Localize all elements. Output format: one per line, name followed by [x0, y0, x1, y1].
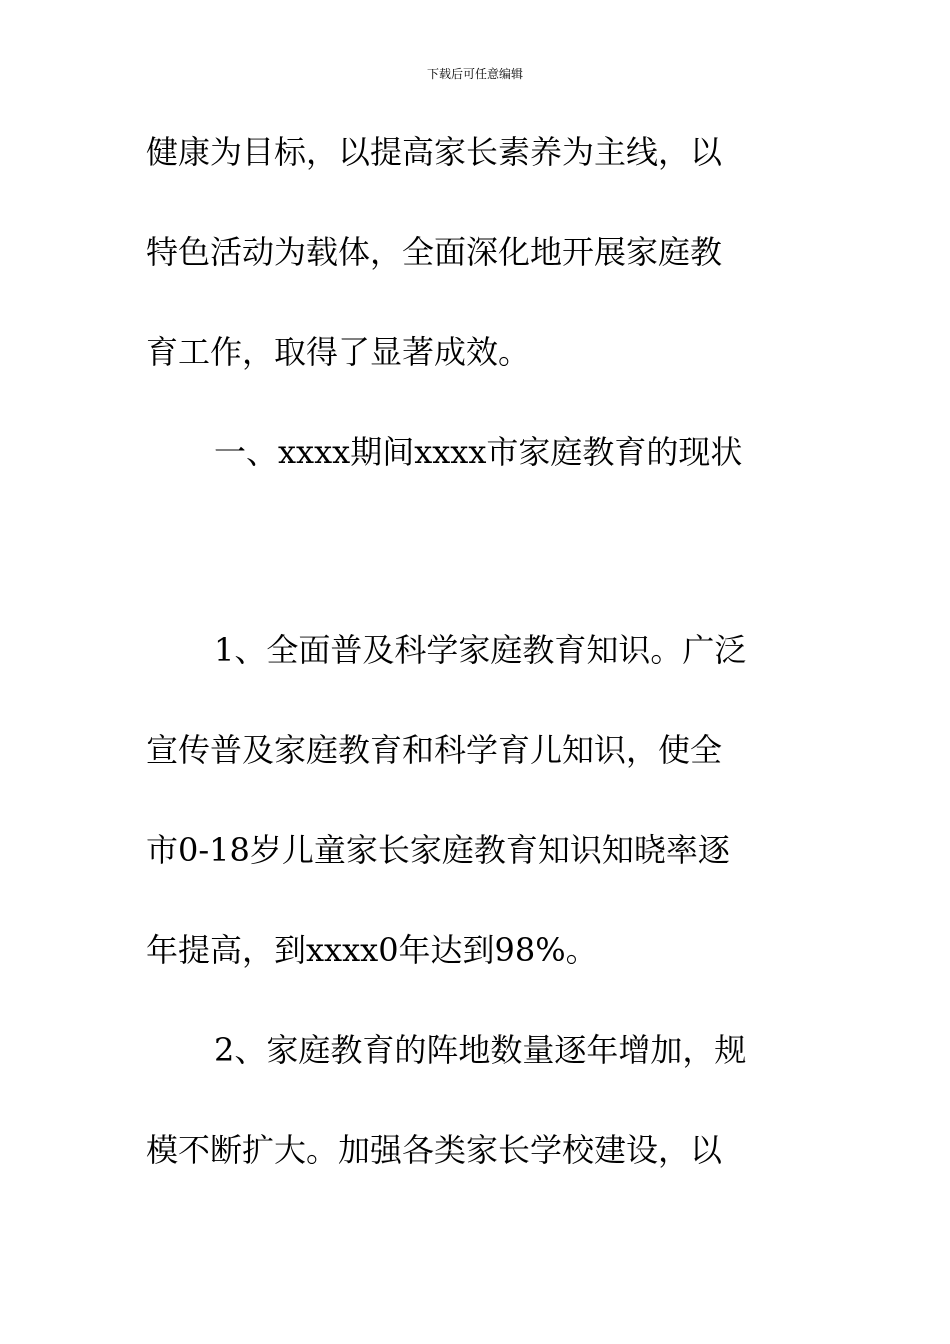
body-line: 2、家庭教育的阵地数量逐年增加，规	[214, 1031, 747, 1069]
section-heading: 一、xxxx期间xxxx市家庭教育的现状	[214, 433, 743, 471]
body-line: 宣传普及家庭教育和科学育儿知识，使全	[146, 731, 723, 769]
body-line: 模不断扩大。加强各类家长学校建设，以	[146, 1131, 723, 1169]
body-line: 年提高，到xxxx0年达到98%。	[146, 931, 598, 969]
body-line: 健康为目标，以提高家长素养为主线，以	[146, 133, 723, 171]
body-line: 育工作，取得了显著成效。	[146, 333, 531, 371]
body-line: 特色活动为载体，全面深化地开展家庭教	[146, 233, 723, 271]
body-line: 1、全面普及科学家庭教育知识。广泛	[214, 631, 747, 669]
header-note: 下载后可任意编辑	[426, 67, 523, 81]
body-line: 市0-18岁儿童家长家庭教育知识知晓率逐	[146, 831, 730, 869]
